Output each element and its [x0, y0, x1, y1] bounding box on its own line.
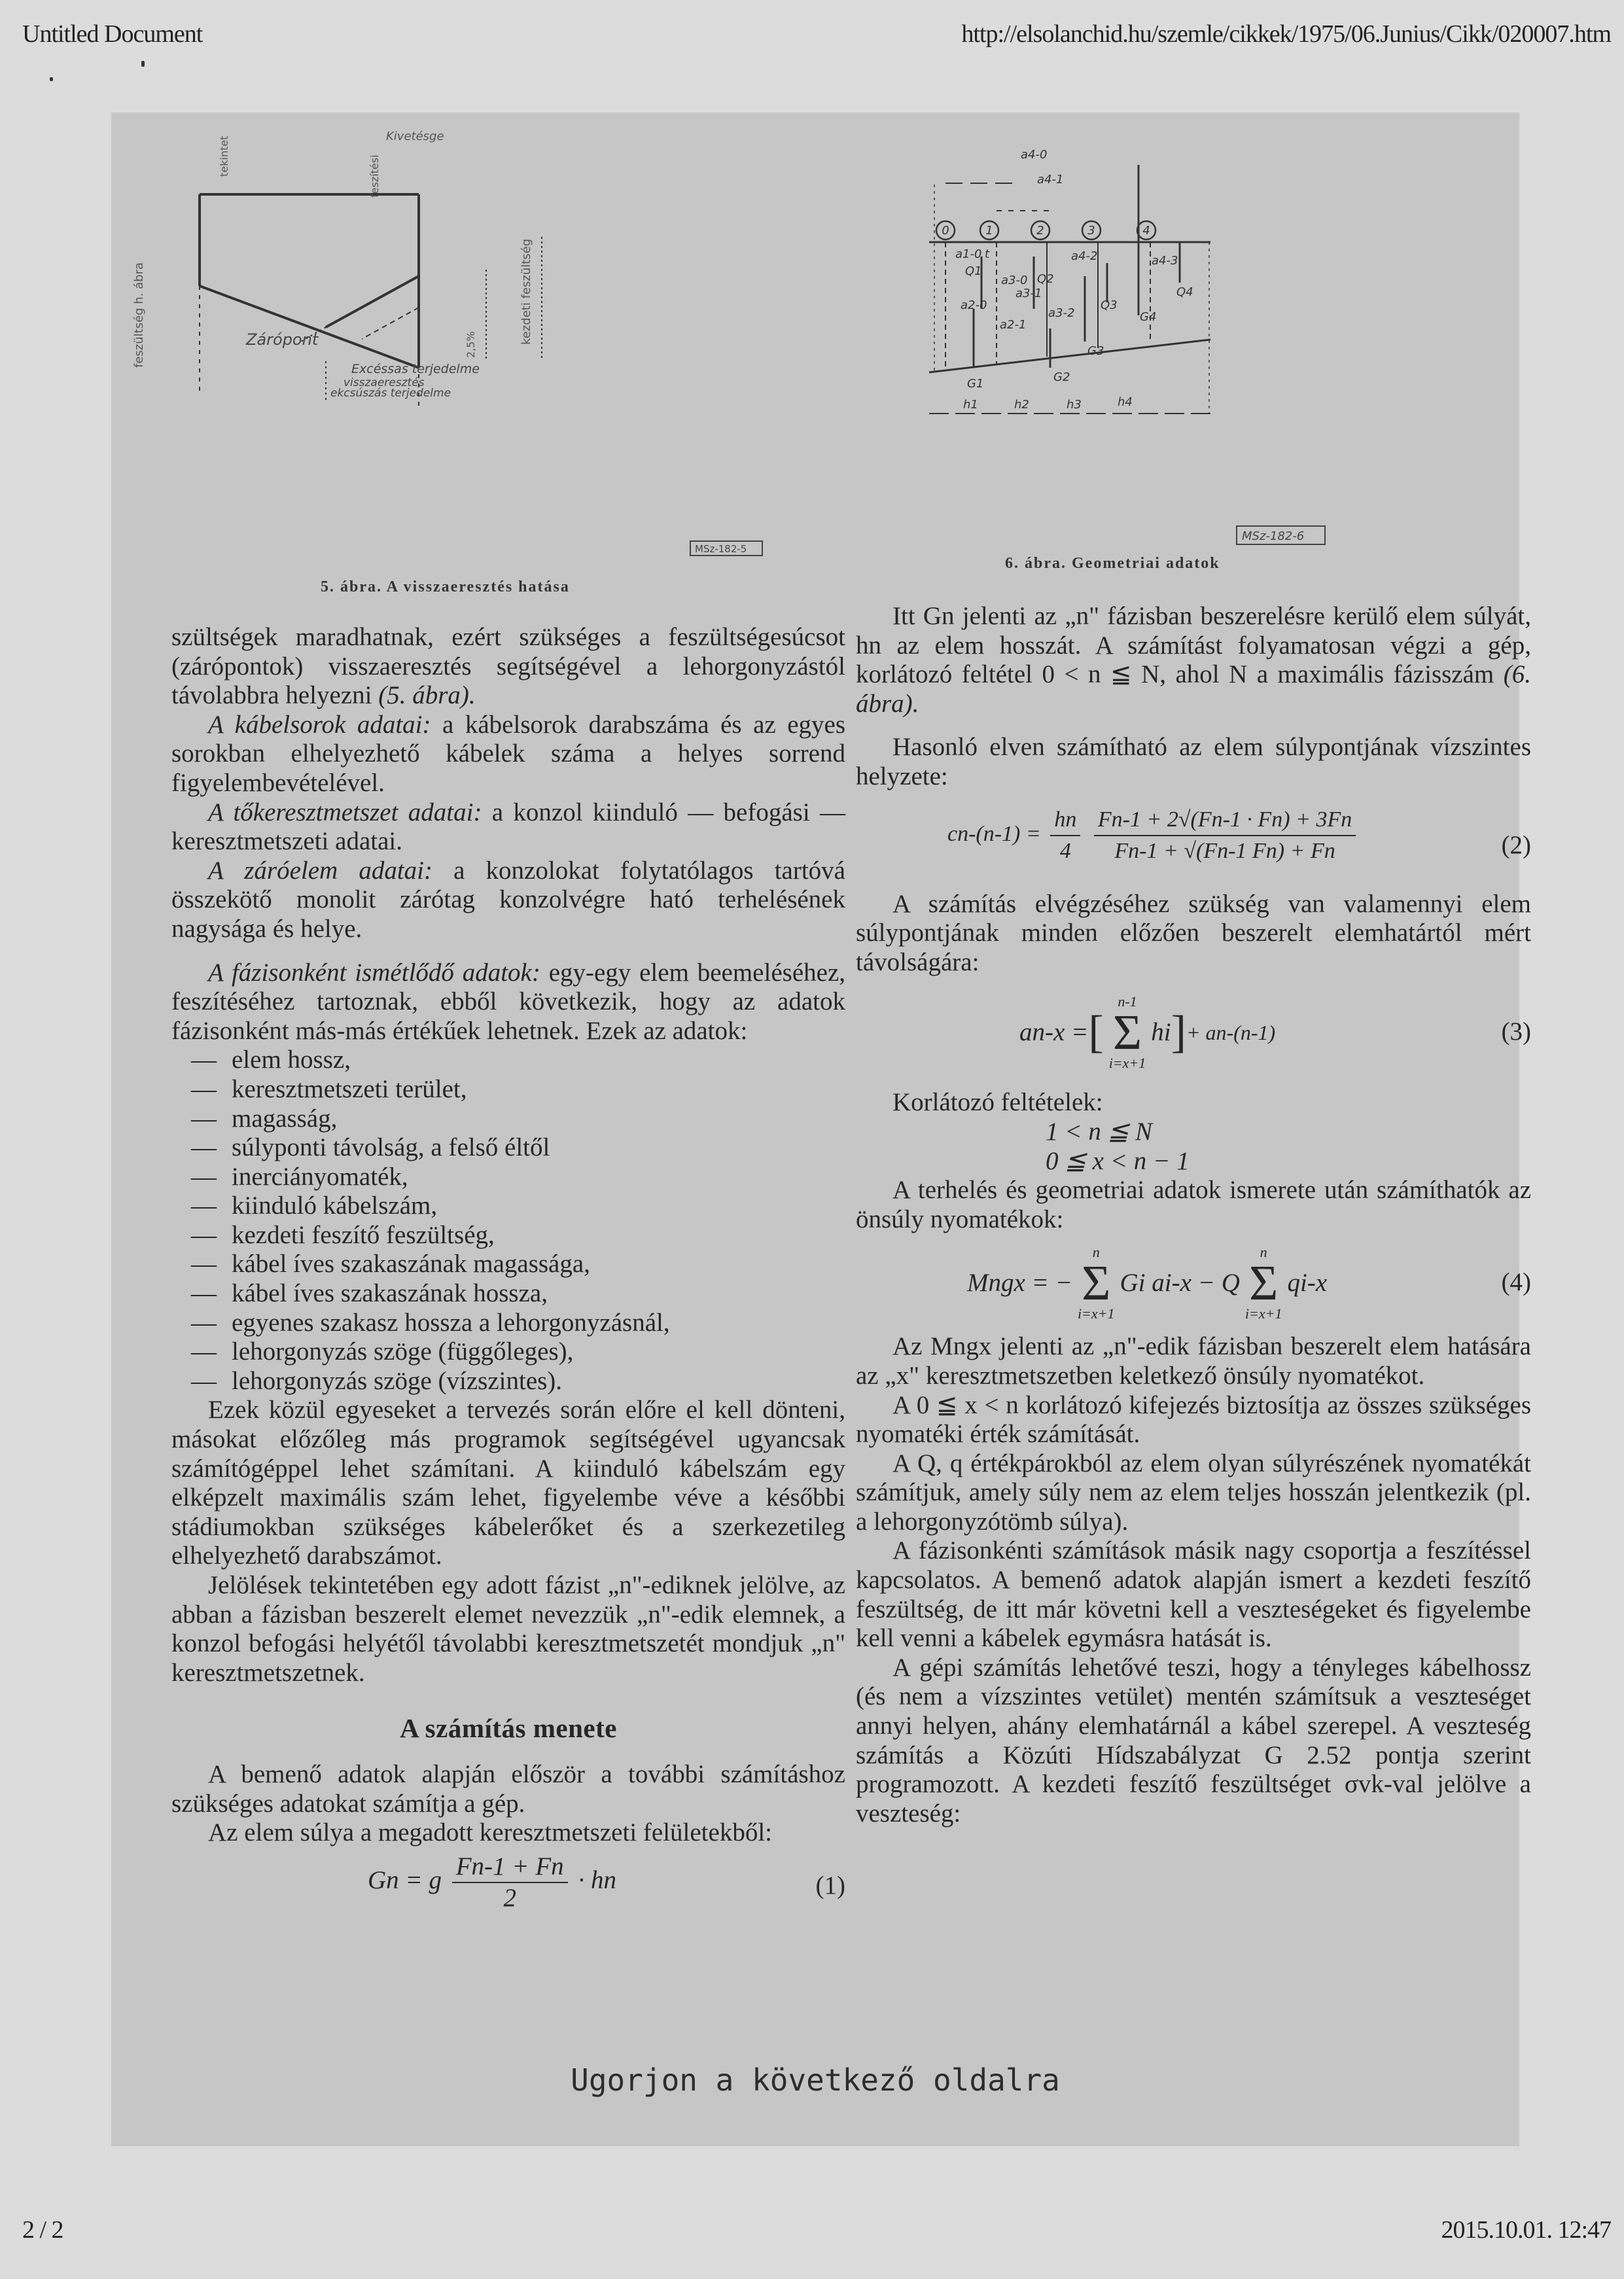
scan-speck	[141, 61, 145, 67]
paragraph-label: A kábelsorok adatai:	[208, 710, 431, 739]
condition-1: 1 < n ≦ N	[1046, 1117, 1153, 1146]
paragraph: a konzolokat folytatólagos tartóvá összekötő monolit zárótag konzolvégre ható terhelésének nagysága és helye.	[171, 856, 845, 943]
fig6-load-g4: G4	[1140, 310, 1157, 324]
list-item: — magasság,	[232, 1104, 845, 1134]
sigma-symbol: Σ	[1249, 1256, 1279, 1311]
eq2-number: (2)	[1501, 830, 1531, 859]
list-item: — kiinduló kábelszám,	[232, 1192, 845, 1221]
fig6-span-h2: h2	[1014, 398, 1029, 412]
eq2-denominator: Fn-1 + √(Fn-1 Fn) + Fn	[1114, 838, 1335, 863]
svg-text:feszültség h. ábra: feszültség h. ábra	[132, 262, 146, 368]
fig6-dim-a40: a4-0	[1021, 148, 1048, 162]
equation-2	[856, 805, 1531, 890]
condition-2: 0 ≦ x < n − 1	[1046, 1146, 1190, 1175]
eq3-sum-upper: n-1	[1118, 993, 1137, 1010]
fig6-dim-a42: a4-2	[1071, 249, 1098, 263]
list-item: — elem hossz,	[232, 1046, 845, 1075]
list-item: — lehorgonyzás szöge (vízszintes).	[232, 1367, 845, 1396]
eq4-sum1-upper: n	[1092, 1244, 1100, 1261]
section-heading: A számítás menete	[400, 1713, 617, 1744]
fig6-stamp: MSz-182-6	[1242, 529, 1305, 543]
svg-text:2,5%: 2,5%	[465, 331, 477, 358]
fig5-label-2: visszaeresztés	[344, 376, 425, 389]
eq1-lhs: Gn = g	[368, 1865, 442, 1894]
paragraph: Hasonló elven számítható az elem súlypontjának vízszintes helyzete:	[856, 733, 1531, 790]
figure-5-drawing	[111, 113, 792, 610]
fig6-node-4: 4	[1142, 224, 1150, 238]
eq4-sum2-lower: i=x+1	[1244, 1305, 1282, 1322]
fig6-node-3: 3	[1087, 224, 1095, 238]
eq3-term: hi	[1151, 1018, 1171, 1047]
fig6-dim-a21: a2-1	[1000, 318, 1027, 332]
paragraph: Ezek közül egyeseket a tervezés során előre el kell dönteni, másokat előzőleg más programok segítségével ugyancsak számítógéppel lehet számítani. A kiinduló kábelszám egy elképzelt maximális szám lehet, figyelembe véve a későbbi stádiumokban szükséges kábelerőket és a szerkezetileg elhelyezhető darabszámot.	[171, 1396, 845, 1570]
fig6-load-g2: G2	[1053, 370, 1070, 384]
paragraph: egy-egy elem beemeléséhez, feszítéséhez tartoznak, ebből következik, hogy az adatok fázisonként más-más értékűek lehetnek. Ezek az adatok:	[171, 958, 846, 1045]
paragraph: A gépi számítás lehetővé teszi, hogy a tényleges kábelhossz (és nem a vízszintes vetület) mentén számítsuk a veszteséget annyi helyen, ahány elemhatárnál a kábel szerepel. A veszteség számítás a Közúti Hídszabályzat G 2.52 pontja szerint programozott. A kezdeti feszítő feszültséget σvk-val jelölve a veszteség:	[856, 1653, 1531, 1828]
paragraph: A fázisonkénti számítások másik nagy csoportja a feszítéssel kapcsolatos. A bemenő adatok alapján ismert a kezdeti feszítő feszültség, de itt már követni kell a veszteségeket és figyelembe kell venni a kábelek egymásra hatását is.	[856, 1536, 1531, 1653]
list-item: — kábel íves szakaszának magassága,	[232, 1250, 845, 1279]
paragraph: Az Mngx jelenti az „n"-edik fázisban beszerelt elem hatására az „x" keresztmetszetben keletkező önsúly nyomatékot.	[856, 1332, 1531, 1390]
fig6-load-q4: Q4	[1176, 285, 1193, 299]
fig6-dim-a41: a4-1	[1037, 173, 1064, 186]
fig6-dim-a20: a2-0	[961, 298, 987, 312]
fig6-load-q3: Q3	[1101, 298, 1118, 312]
figure-5	[111, 113, 792, 610]
scanned-page	[111, 113, 1531, 2146]
svg-text:tekintet: tekintet	[218, 135, 230, 177]
fig5-stamp: MSz-182-5	[695, 543, 747, 555]
right-column	[856, 602, 1531, 1828]
svg-text:feszítési: feszítési	[368, 154, 381, 198]
paragraph: szültségek maradhatnak, ezért szükséges a feszültségesúcsot (zárópontok) visszaeresztés segítségével a lehorgonyzástól távolabbra helyezni	[171, 623, 845, 710]
paragraph: Jelölések tekintetében egy adott fázist „n"-ediknek jelölve, az abban a fázisban beszerelt elemet nevezzük „n"-edik elemnek, a konzol befogási helyétől távolabbi keresztmetszetét mondjuk „n" keresztmetszetnek.	[171, 1571, 845, 1687]
fig6-bottom-line	[929, 340, 1210, 372]
figure-ref: (6. ábra).	[856, 660, 1531, 718]
eq1-denominator: 2	[503, 1883, 516, 1912]
paragraph: Itt Gn jelenti az „n" fázisban beszerelésre kerülő elem súlyát, hn az elem hosszát. A számítást folyamatosan végzi a gép, korlátozó feltétel 0 < n ≦ N, ahol N a maximális fázisszám	[856, 602, 1531, 689]
fig6-dim-a32: a3-2	[1048, 306, 1075, 320]
eq3-rhs: + an-(n-1)	[1186, 1021, 1276, 1045]
paragraph-label: A fázisonként ismétlődő adatok:	[208, 958, 540, 987]
eq3-number: (3)	[1501, 1017, 1531, 1046]
figure-5-caption: 5. ábra. A visszaeresztés hatása	[321, 578, 570, 595]
eq4-sum2-upper: n	[1260, 1244, 1267, 1261]
list-item: — kábel íves szakaszának hossza,	[232, 1279, 845, 1309]
fig5-label-zaropont: Zárópont	[246, 330, 319, 349]
eq2-coef-den: 4	[1059, 838, 1071, 863]
fig5-ascending-line	[326, 276, 419, 327]
list-item: — lehorgonyzás szöge (függőleges),	[232, 1337, 845, 1367]
figure-6-caption: 6. ábra. Geometriai adatok	[1005, 555, 1220, 572]
sigma-symbol: Σ	[1112, 1005, 1142, 1061]
fig6-dim-a31: a3-1	[1015, 287, 1042, 300]
left-column	[171, 623, 845, 1924]
svg-text:kezdeti feszültség: kezdeti feszültség	[520, 238, 533, 345]
fig6-load-t: t	[985, 247, 990, 261]
document-url: http://elsolanchid.hu/szemle/cikkek/1975/06.Junius/Cikk/020007.htm	[961, 20, 1611, 48]
page-number: 2 / 2	[22, 2216, 63, 2244]
eq4-term1: Gi ai-x − Q	[1120, 1269, 1240, 1298]
fig6-dim-a10: a1-0	[955, 247, 982, 261]
paragraph: A bemenő adatok alapján először a további számításhoz szükséges adatokat számítja a gép.	[171, 1759, 845, 1818]
svg-text:Kivetésge: Kivetésge	[386, 130, 444, 143]
fig6-node-2: 2	[1036, 224, 1044, 238]
paragraph-label: A záróelem adatai:	[208, 856, 432, 885]
eq2-numerator: Fn-1 + 2√(Fn-1 · Fn) + 3Fn	[1094, 805, 1356, 836]
eq4-number: (4)	[1501, 1268, 1531, 1297]
paragraph-label: A tőkeresztmetszet adatai:	[208, 798, 482, 826]
fig6-load-q1: Q1	[965, 264, 982, 278]
eq3-sum-lower: i=x+1	[1108, 1055, 1146, 1072]
eq4-term2: qi-x	[1287, 1269, 1328, 1298]
fig5-descending-line	[200, 286, 419, 368]
fig5-dashed-line	[362, 308, 419, 339]
fig6-span-h3: h3	[1067, 398, 1082, 412]
data-list	[171, 1046, 845, 1396]
fig5-label-3: ekcsúszás terjedelme	[330, 387, 451, 400]
sigma-symbol: Σ	[1082, 1256, 1111, 1311]
fig6-span-h1: h1	[963, 398, 978, 412]
eq2-coef-num: hn	[1050, 805, 1080, 836]
paragraph: a kábelsorok darabszáma és az egyes sorokban elhelyezhető kábelek száma a helyes sorrend figyelembevételével.	[171, 710, 846, 797]
eq4-lhs: Mngx = −	[967, 1269, 1072, 1298]
fig6-node-1: 1	[985, 224, 993, 238]
list-item: — kezdeti feszítő feszültség,	[232, 1221, 845, 1250]
fig6-span-h4: h4	[1118, 395, 1133, 409]
document-title: Untitled Document	[22, 20, 203, 48]
fig6-node-0: 0	[942, 224, 949, 238]
paragraph: a konzol kiinduló — befogási — keresztmetszeti adatai.	[171, 798, 845, 856]
scan-speck	[50, 77, 53, 81]
paragraph: A Q, q értékpárokból az elem olyan súlyrészének nyomatékát számítjuk, amely súly nem az elem teljes hosszán jelentkezik (pl. a lehorgonyzótömb súlya).	[856, 1449, 1531, 1536]
paragraph: Korlátozó feltételek:	[892, 1088, 1103, 1117]
fig6-load-g1: G1	[967, 377, 984, 391]
figure-6-drawing	[818, 113, 1519, 597]
fig5-label-1: Excéssas terjedelme	[351, 362, 480, 376]
figure-ref: (5. ábra).	[378, 681, 476, 710]
list-item: — súlyponti távolság, a felső éltől	[232, 1133, 845, 1163]
fig6-dim-a43: a4-3	[1152, 254, 1178, 268]
equation-1	[171, 1852, 845, 1924]
equation-4	[856, 1234, 1531, 1332]
paragraph: A terhelés és geometriai adatok ismerete után számíthatók az önsúly nyomatékok:	[856, 1176, 1531, 1233]
paragraph: A számítás elvégzéséhez szükség van valamennyi elem súlypontjának minden előzően beszerelt elemhatártól mért távolságára:	[856, 889, 1531, 976]
equation-3: an-x = [ n-1 Σ i=x+1 hi ] + an-(n-1) (3)	[1019, 993, 1531, 1072]
fig6-dim-a30: a3-0	[1001, 274, 1028, 287]
eq2-lhs: cn-(n-1) =	[947, 821, 1041, 846]
eq1-numerator: Fn-1 + Fn	[452, 1852, 568, 1883]
paragraph: A 0 ≦ x < n korlátozó kifejezés biztosítja az összes szükséges nyomatéki érték számítását.	[856, 1390, 1531, 1449]
eq3-lhs: an-x =	[1019, 1018, 1089, 1047]
list-item: — inerciányomaték,	[232, 1163, 845, 1192]
paragraph: Az elem súlya a megadott keresztmetszeti felületekből:	[208, 1818, 772, 1847]
list-item: — egyenes szakasz hossza a lehorgonyzásnál,	[232, 1309, 845, 1338]
eq4-sum1-lower: i=x+1	[1077, 1305, 1115, 1322]
next-page-link[interactable]: Ugorjon a következő oldalra	[571, 2062, 1060, 2098]
eq1-rhs: · hn	[578, 1865, 616, 1894]
print-datetime: 2015.10.01. 12:47	[1441, 2216, 1611, 2244]
figure-6	[818, 113, 1519, 597]
list-item: — keresztmetszeti terület,	[232, 1075, 845, 1104]
eq1-number: (1)	[815, 1871, 845, 1899]
fig6-load-g3: G3	[1087, 344, 1104, 358]
fig6-load-q2: Q2	[1037, 272, 1054, 286]
